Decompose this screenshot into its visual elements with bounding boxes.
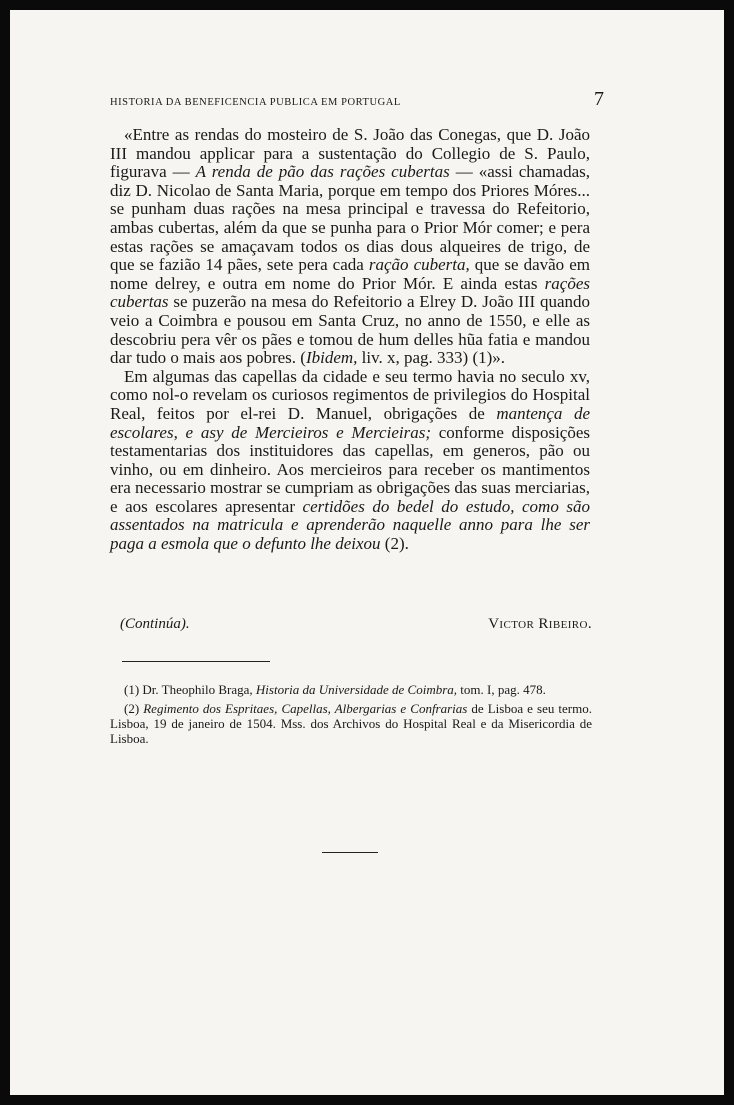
footnotes [110,682,592,750]
running-header [110,88,604,111]
footnote-divider [122,661,270,662]
footnote: (2) Regimento dos Espritaes, Capellas, Albergarias e Confrarias de Lisboa e seu termo. Lisboa, 19 de janeiro de 1504. Mss. dos Archivos do Hospital Real e da Misericordia de Lisboa. [110,701,592,746]
closing-line [120,616,592,633]
end-rule [322,852,378,853]
continued-note: (Continúa). [120,616,190,632]
author-signature: Victor Ribeiro. [488,616,592,632]
main-text [110,126,590,554]
paragraph: «Entre as rendas do mosteiro de S. João das Conegas, que D. João III mandou applicar para a sustentação do Collegio de S. Paulo, figurava — A renda de pão das rações cubertas — «assi chamadas, diz D. Nicolao de Santa Maria, porque em tempo dos Priores Móres... se punham duas rações na mesa principal e travessa do Refeitorio, ambas cubertas, além da que se punha para o Prior Mór comer; e pera estas rações se amaçavam todos os dias dous alqueires de trigo, de que se fazião 14 pães, sete pera cada ração cuberta, que se davão em nome delrey, e outra em nome do Prior Mór. E ainda estas rações cubertas se puzerão na mesa do Refeitorio a Elrey D. João III quando veio a Coimbra e pousou em Santa Cruz, no anno de 1550, e elle as descobriu pera vêr os pães e tomou de hum delles hũa fatia e mandou dar tudo o mais aos pobres. (Ibidem, liv. x, pag. 333) (1)». [110,125,590,368]
page [10,10,724,1095]
page-number: 7 [594,88,604,110]
running-title: HISTORIA DA BENEFICENCIA PUBLICA EM PORTUGAL [110,97,401,108]
footnote: (1) Dr. Theophilo Braga, Historia da Universidade de Coimbra, tom. I, pag. 478. [124,682,546,697]
paragraph: Em algumas das capellas da cidade e seu termo havia no seculo xv, como nol-o revelam os curiosos regimentos de privilegios do Hospital Real, feitos por el-rei D. Manuel, obrigações de mantença de escolares, e asy de Mercieiros e Mercieiras; conforme disposições testamentarias dos instituidores das capellas, em generos, pão ou vinho, ou em dinheiro. Aos mercieiros para receber os mantimentos era necessario mostrar se cumpriam as obrigações das suas merciarias, e aos escolares apresentar certidões do bedel do estudo, como são assentados na matricula e aprenderão naquelle anno para lhe ser paga a esmola que o defunto lhe deixou (2). [110,366,590,554]
